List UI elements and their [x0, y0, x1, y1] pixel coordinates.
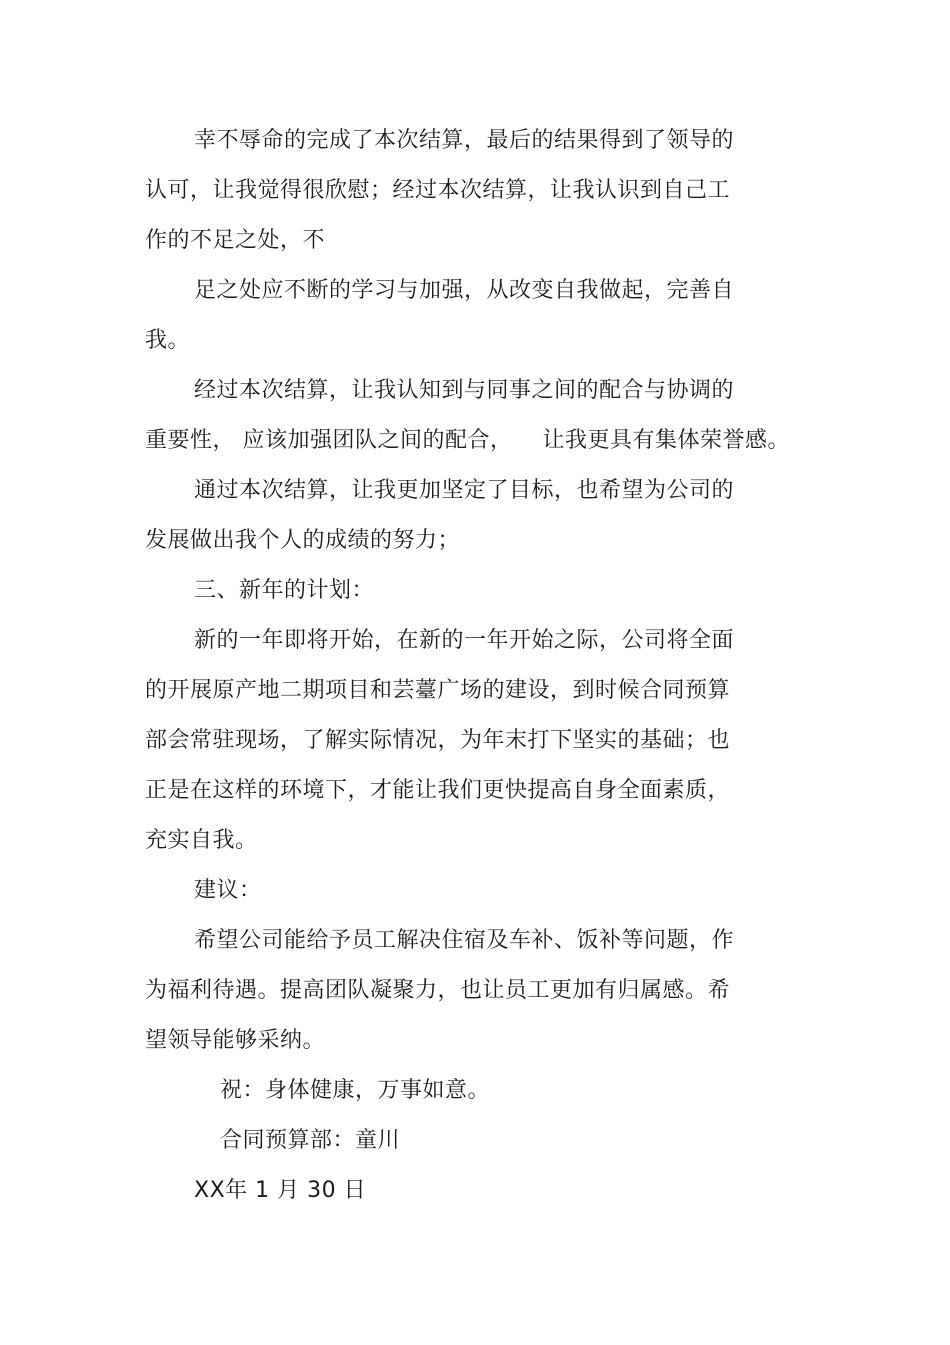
text-line-17: 希望公司能给予员工解决住宿及车补、饭补等问题，作	[194, 928, 735, 953]
text-line-13: 部会常驻现场，了解实际情况，为年末打下坚实的基础；也	[145, 728, 731, 753]
section-heading-plan: 三、新年的计划：	[194, 578, 375, 603]
section-heading-suggestion: 建议：	[194, 878, 262, 903]
text-line-7: 重要性， 应该加强团队之间的配合， 让我更具有集体荣誉感。	[145, 428, 790, 453]
text-line-19: 望领导能够采纳。	[145, 1028, 326, 1053]
text-line-5: 我。	[145, 328, 191, 353]
text-line-2: 认可，让我觉得很欣慰；经过本次结算，让我认识到自己工	[145, 178, 731, 203]
text-line-4: 足之处应不断的学习与加强，从改变自我做起，完善自	[194, 278, 735, 303]
signature-department: 合同预算部：童川	[220, 1128, 401, 1153]
text-line-9: 发展做出我个人的成绩的努力；	[145, 528, 461, 553]
text-line-18: 为福利待遇。提高团队凝聚力，也让员工更加有归属感。希	[145, 978, 731, 1003]
text-line-14: 正是在这样的环境下，才能让我们更快提高自身全面素质，	[145, 778, 731, 803]
text-line-8: 通过本次结算，让我更加坚定了目标，也希望为公司的	[194, 478, 735, 503]
text-line-3: 作的不足之处，不	[145, 228, 326, 253]
document-date: XX年 1 月 30 日	[194, 1178, 367, 1203]
text-line-6: 经过本次结算，让我认知到与同事之间的配合与协调的	[194, 378, 735, 403]
text-line-12: 的开展原产地二期项目和芸薹广场的建设，到时候合同预算	[145, 678, 731, 703]
text-line-15: 充实自我。	[145, 828, 258, 853]
closing-wishes: 祝：身体健康，万事如意。	[220, 1078, 491, 1103]
text-line-1: 幸不辱命的完成了本次结算，最后的结果得到了领导的	[194, 128, 735, 153]
text-line-11: 新的一年即将开始，在新的一年开始之际，公司将全面	[194, 628, 735, 653]
